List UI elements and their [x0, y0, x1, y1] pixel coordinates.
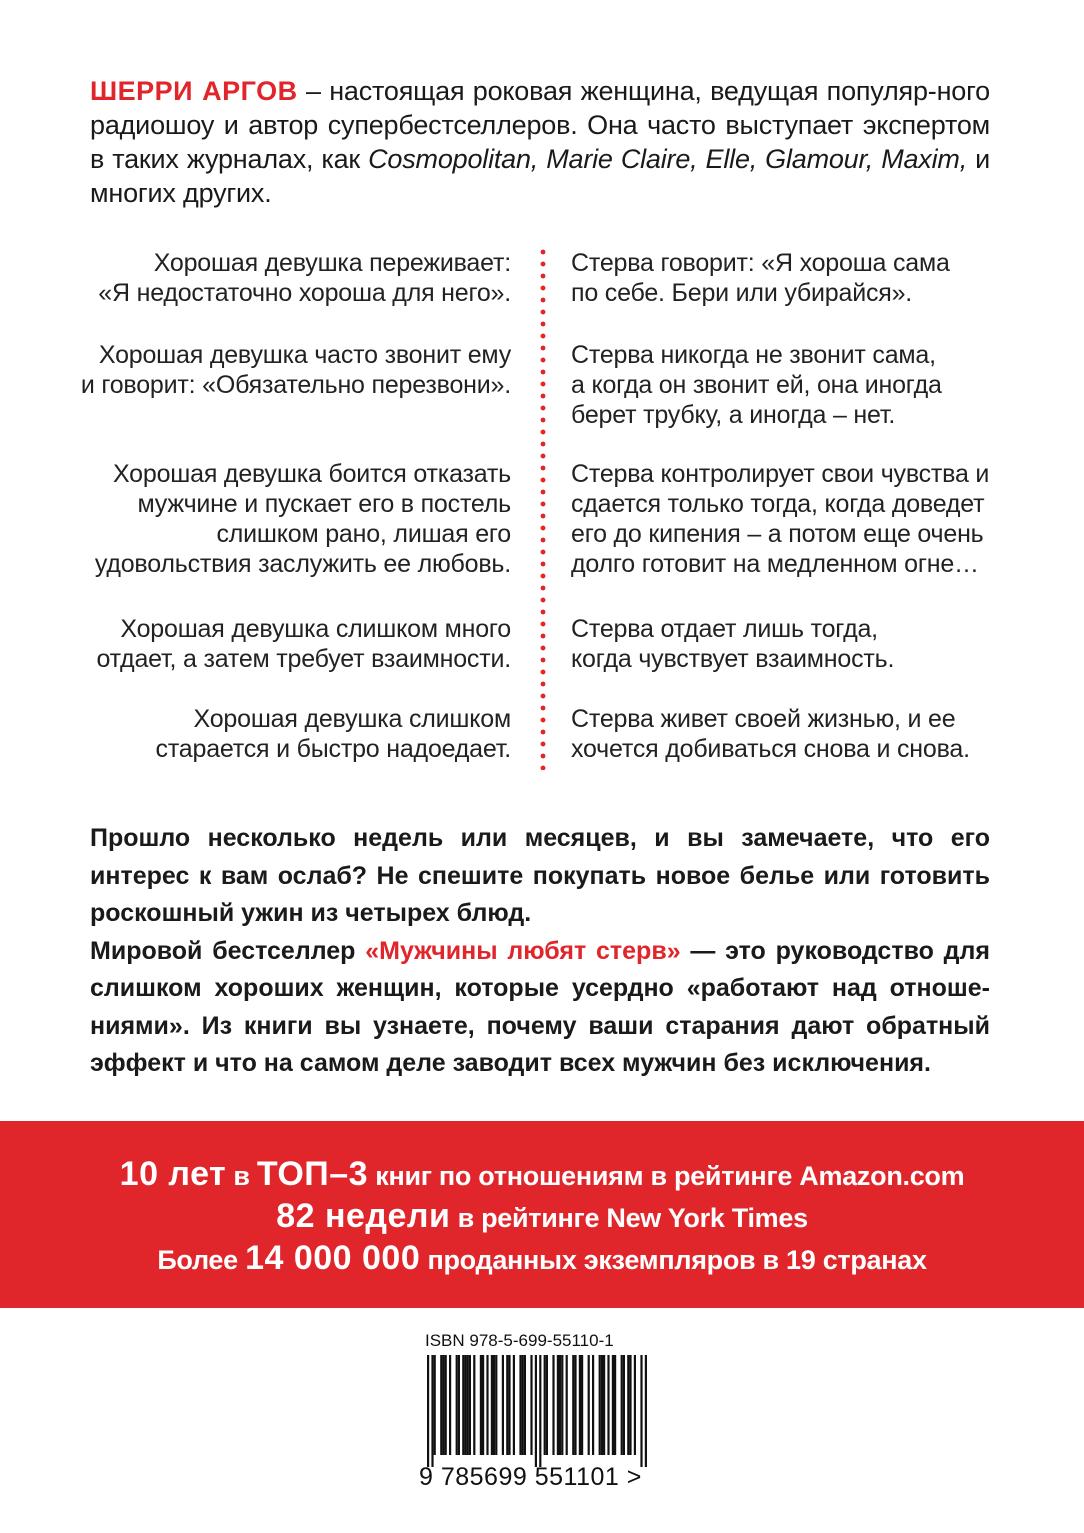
barcode-bar — [440, 1355, 442, 1455]
pitch-p2-end: — это руководство для слишком хороших женщин, которые усердно «работают над отноше-ниями». Из книги вы узнаете, почему ваши старания дают обратный эффект и что на самом деле заводит всех мужчин без исключения. — [90, 936, 990, 1077]
barcode-bars-icon — [419, 1355, 649, 1467]
book-title: «Мужчины любят стерв» — [365, 936, 681, 965]
barcode-bar — [640, 1355, 642, 1467]
bitch-item: Стерва живет своей жизнью, и ее хочется добиваться снова и снова. — [571, 705, 970, 763]
dotted-divider — [540, 246, 546, 770]
banner-text: в — [226, 1161, 257, 1191]
barcode-bar — [458, 1355, 460, 1455]
banner-line-sales — [0, 1238, 1084, 1280]
barcode-bar — [519, 1355, 521, 1455]
barcode-bar — [546, 1355, 548, 1455]
barcode-bar — [614, 1355, 616, 1455]
good-girl-item: Хорошая девушка переживает: «Я недостаточно хороша для него». — [98, 249, 511, 307]
barcode-bar — [502, 1355, 504, 1455]
barcode-bar — [427, 1355, 429, 1467]
banner-copies: 14 000 000 — [245, 1239, 421, 1277]
author-name: ШЕРРИ АРГОВ — [90, 76, 298, 106]
intro-text-2: и многих других. — [90, 144, 990, 208]
barcode-bar — [572, 1355, 574, 1455]
bitch-item: Стерва никогда не звонит сама, а когда он звонит ей, она иногда берет трубку, а иногда – нет. — [571, 341, 942, 429]
good-girl-item: Хорошая девушка часто звонит ему и говорит: «Обязательно перезвони». — [80, 341, 511, 399]
barcode-bar — [442, 1355, 444, 1455]
banner-text: Более — [157, 1245, 246, 1275]
barcode-bar — [524, 1355, 526, 1455]
banner-line-amazon — [0, 1154, 1084, 1196]
barcode-bar — [559, 1355, 561, 1455]
barcode-bar — [621, 1355, 623, 1455]
barcode-bar — [486, 1355, 488, 1455]
barcode-bar — [574, 1355, 576, 1455]
barcode-bar — [561, 1355, 563, 1455]
banner-weeks: 82 недели — [276, 1197, 451, 1235]
barcode-bar — [623, 1355, 625, 1455]
barcode-bar — [627, 1355, 629, 1455]
barcode-bar — [599, 1355, 601, 1455]
barcode-bar — [557, 1355, 559, 1455]
barcode-bar — [482, 1355, 484, 1455]
author-intro — [90, 74, 990, 210]
barcode-bar — [552, 1355, 554, 1455]
banner-line-nyt — [0, 1196, 1084, 1238]
barcode-bar — [612, 1355, 614, 1455]
banner-text: проданных экземпляров в 19 странах — [420, 1245, 927, 1275]
barcode-bar — [603, 1355, 605, 1455]
barcode-digits: 9 785699 551101 > — [419, 1463, 642, 1491]
intro-text-1: – настоящая роковая женщина, ведущая популяр-ного радиошоу и автор супербестселлеров. Она часто выступает экспертом в таких журналах, как — [90, 76, 990, 174]
book-pitch — [90, 820, 990, 1083]
barcode-bar — [431, 1355, 433, 1467]
barcode-bar — [581, 1355, 583, 1455]
banner-top3: ТОП–3 — [256, 1155, 369, 1193]
pitch-p2-start: Мировой бестселлер — [90, 936, 366, 965]
barcode-bar — [445, 1355, 447, 1455]
barcode-bar — [544, 1355, 546, 1455]
barcode-bar — [513, 1355, 515, 1455]
barcode-bar — [493, 1355, 495, 1455]
bitch-item: Стерва говорит: «Я хороша сама по себе. Бери или убирайся». — [571, 249, 950, 307]
banner-text: в рейтинге New York Times — [450, 1203, 808, 1233]
barcode-bar — [469, 1355, 471, 1455]
barcode-bar — [506, 1355, 508, 1455]
barcode-bar — [449, 1355, 451, 1455]
barcode-bar — [462, 1355, 464, 1455]
barcode-bar — [601, 1355, 603, 1455]
barcode-bar — [579, 1355, 581, 1455]
good-girl-item: Хорошая девушка боится отказать мужчине и пускает его в постель слишком рано, лишая его удовольствия заслужить ее любовь. — [94, 460, 511, 578]
magazine-list: Cosmopolitan, Marie Claire, Elle, Glamour, Maxim, — [368, 144, 968, 174]
pitch-paragraph-1: Прошло несколько недель или месяцев, и вы замечаете, что его интерес к вам ослаб? Не спешите покупать новое белье или готовить роскошный ужин из четырех блюд. — [90, 824, 990, 927]
barcode-bar — [522, 1355, 524, 1455]
isbn-label: ISBN 978-5-699-55110-1 — [425, 1331, 614, 1350]
barcode-bar — [588, 1355, 590, 1455]
bitch-item: Стерва контролирует свои чувства и сдается только тогда, когда доведет его до кипения – а потом еще очень долго готовит на медленном огне… — [571, 460, 990, 578]
pitch-paragraph-2 — [90, 933, 990, 1083]
good-girl-item: Хорошая девушка слишком много отдает, а затем требует взаимности. — [96, 615, 511, 673]
banner-years: 10 лет — [119, 1155, 227, 1193]
barcode-bar — [464, 1355, 466, 1455]
barcode-bar — [480, 1355, 482, 1455]
comparison-section — [0, 246, 1084, 776]
barcode-bar — [473, 1355, 475, 1455]
barcode-bar — [508, 1355, 510, 1455]
barcode-bar — [530, 1355, 532, 1455]
barcode-bar — [456, 1355, 458, 1455]
barcode-bar — [634, 1355, 636, 1455]
barcode-bar — [566, 1355, 568, 1455]
barcode-bar — [434, 1355, 436, 1455]
barcode-bar — [491, 1355, 493, 1455]
barcode-bar — [467, 1355, 469, 1455]
barcode-bar — [629, 1355, 631, 1455]
banner-text: книг по отношениям в рейтинге Amazon.com — [368, 1161, 965, 1191]
barcode-bar — [607, 1355, 609, 1455]
barcode-bar — [495, 1355, 497, 1455]
ratings-banner — [0, 1121, 1084, 1308]
bitch-item: Стерва отдает лишь тогда, когда чувствует взаимность. — [571, 615, 895, 673]
good-girl-item: Хорошая девушка слишком старается и быстро надоедает. — [155, 705, 511, 763]
barcode-bar — [645, 1355, 647, 1467]
barcode-bar — [535, 1355, 537, 1467]
isbn-barcode — [419, 1331, 669, 1511]
barcode-bar — [592, 1355, 594, 1455]
barcode-bar — [539, 1355, 541, 1467]
